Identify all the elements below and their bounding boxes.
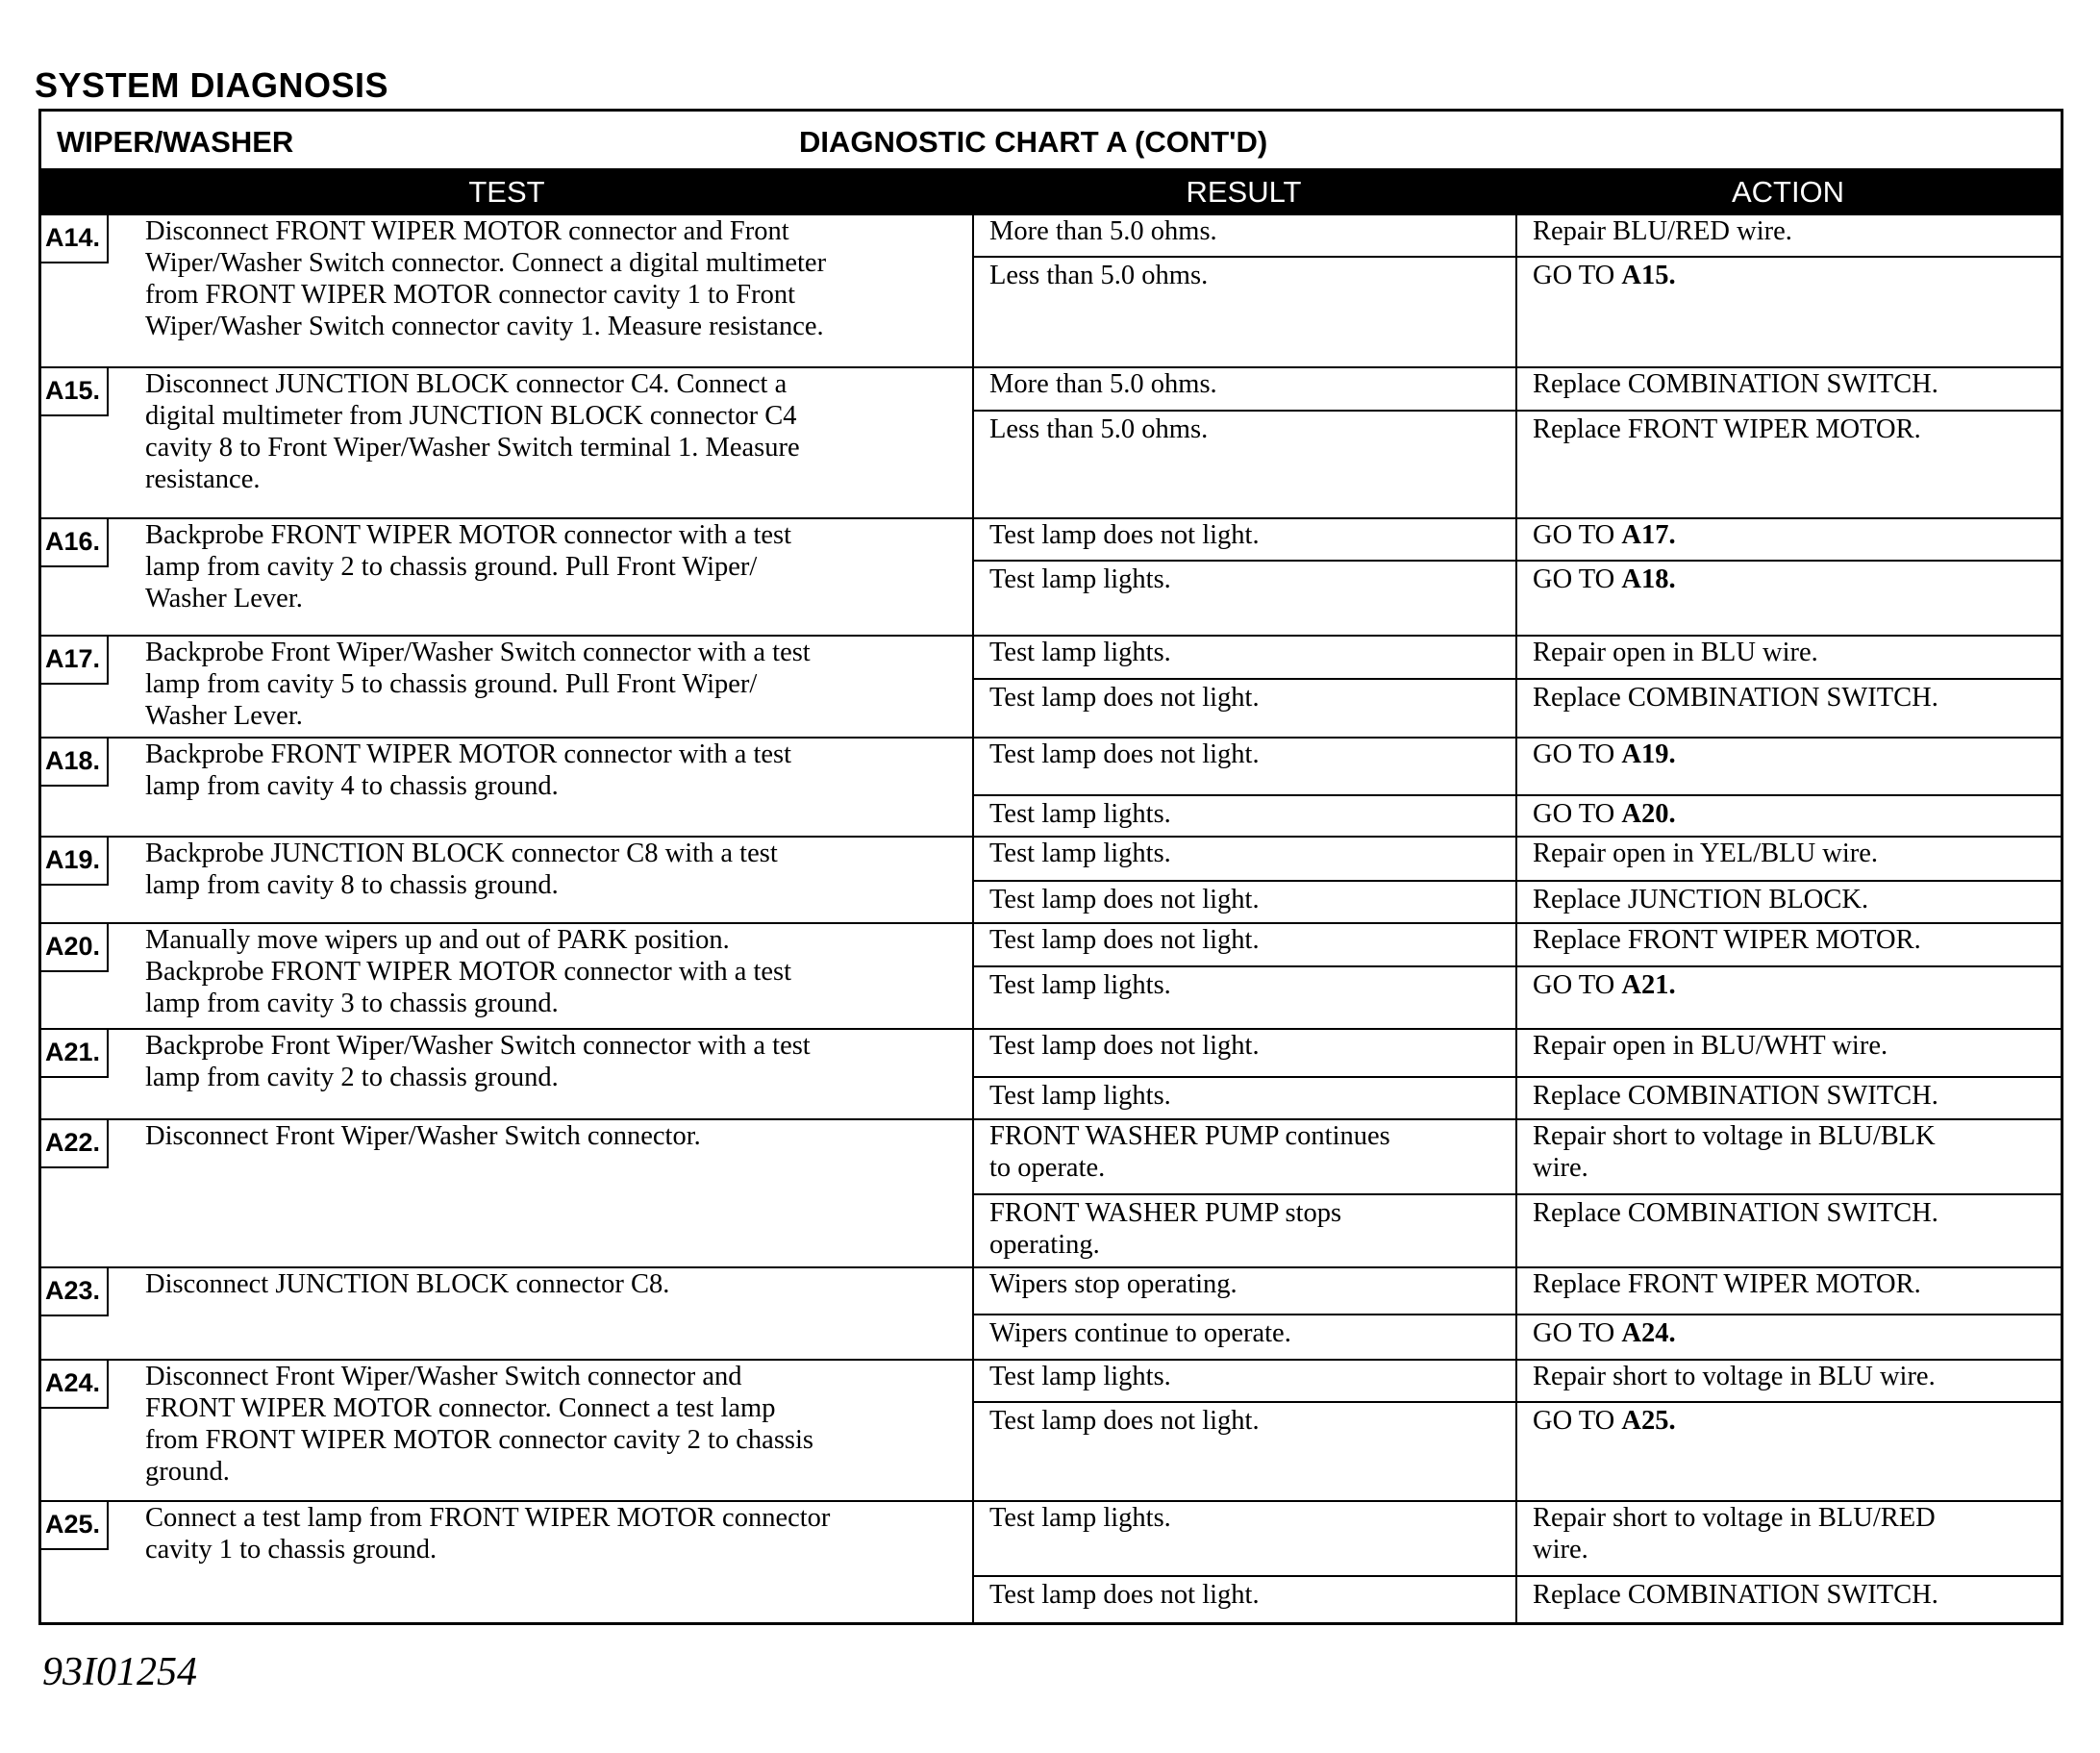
figure-code: 93I01254 <box>42 1650 197 1694</box>
action-step-ref: A24. <box>1621 1318 1676 1348</box>
action-text <box>1533 838 2057 869</box>
diagnostic-chart <box>38 109 2063 1625</box>
action-label: Replace COMBINATION SWITCH. <box>1533 1198 1938 1228</box>
result-text: More than 5.0 ohms. <box>989 369 1217 399</box>
action-text <box>1533 1080 2057 1112</box>
action-text <box>1533 637 2057 668</box>
result-text: Test lamp lights. <box>989 1362 1171 1391</box>
action-step-ref: A17. <box>1621 520 1676 550</box>
result-text: Test lamp does not light. <box>989 925 1260 955</box>
test-procedure: Backprobe Front Wiper/Washer Switch connector with a test lamp from cavity 5 to chassis ground. Pull Front Wiper/ Washer Lever. <box>145 638 811 731</box>
step-id: A17. <box>41 635 109 685</box>
result-text: More than 5.0 ohms. <box>989 216 1217 246</box>
result-text: Test lamp lights. <box>989 799 1171 829</box>
action-text <box>1533 1405 2057 1437</box>
result-text: Test lamp lights. <box>989 1503 1171 1533</box>
step-id: A21. <box>41 1028 109 1078</box>
step-id: A18. <box>41 737 109 787</box>
action-label: Replace FRONT WIPER MOTOR. <box>1533 414 1921 444</box>
action-label: Repair open in BLU wire. <box>1533 638 1818 667</box>
result-text: Test lamp does not light. <box>989 885 1260 914</box>
test-procedure: Backprobe JUNCTION BLOCK connector C8 with a test lamp from cavity 8 to chassis ground. <box>145 839 778 900</box>
action-step-ref: A15. <box>1621 261 1676 290</box>
column-divider-action <box>1515 213 1517 1625</box>
section-title: SYSTEM DIAGNOSIS <box>35 65 389 105</box>
action-text <box>1533 260 2057 291</box>
column-header-test: TEST <box>468 175 545 209</box>
result-text: Less than 5.0 ohms. <box>989 414 1209 444</box>
action-label: Repair short to voltage in BLU/RED wire. <box>1533 1503 1936 1565</box>
action-text <box>1533 1268 2057 1300</box>
test-procedure: Disconnect JUNCTION BLOCK connector C4. Connect a digital multimeter from JUNCTION BLOCK connector C4 cavity 8 to Front Wiper/Washer Switch terminal 1. Measure resistance. <box>145 369 800 494</box>
action-text <box>1533 884 2057 915</box>
result-text: Test lamp does not light. <box>989 1580 1260 1610</box>
result-text: Test lamp lights. <box>989 839 1171 868</box>
result-text: Test lamp does not light. <box>989 1406 1260 1436</box>
result-text: Test lamp lights. <box>989 970 1171 1000</box>
action-label: GO TO <box>1533 739 1622 769</box>
action-label: Repair open in YEL/BLU wire. <box>1533 839 1879 868</box>
action-text <box>1533 413 2057 445</box>
action-step-ref: A18. <box>1621 564 1676 594</box>
action-label: Repair open in BLU/WHT wire. <box>1533 1031 1888 1061</box>
action-text <box>1533 1502 2057 1565</box>
action-text <box>1533 739 2057 770</box>
action-text <box>1533 1120 2057 1184</box>
action-text <box>1533 1197 2057 1229</box>
action-label: Repair short to voltage in BLU/BLK wire. <box>1533 1121 1936 1183</box>
column-header-action: ACTION <box>1731 175 1845 209</box>
result-text: Wipers stop operating. <box>989 1269 1238 1299</box>
column-header-result: RESULT <box>1186 175 1302 209</box>
step-id: A19. <box>41 836 109 886</box>
action-label: GO TO <box>1533 799 1622 829</box>
action-label: Replace JUNCTION BLOCK. <box>1533 885 1869 914</box>
chart-header <box>41 112 2061 171</box>
result-text: FRONT WASHER PUMP continues to operate. <box>989 1121 1390 1183</box>
test-procedure: Backprobe FRONT WIPER MOTOR connector with a test lamp from cavity 2 to chassis ground. Pull Front Wiper/ Washer Lever. <box>145 520 792 614</box>
action-text <box>1533 1317 2057 1349</box>
action-text <box>1533 215 2057 247</box>
action-step-ref: A21. <box>1621 970 1676 1000</box>
action-step-ref: A20. <box>1621 799 1676 829</box>
step-id: A20. <box>41 922 109 972</box>
action-text <box>1533 682 2057 714</box>
step-id: A16. <box>41 517 109 567</box>
result-text: Test lamp does not light. <box>989 520 1260 550</box>
action-label: Repair BLU/RED wire. <box>1533 216 1792 246</box>
action-step-ref: A25. <box>1621 1406 1676 1436</box>
result-text: Test lamp does not light. <box>989 683 1260 713</box>
action-text <box>1533 563 2057 595</box>
action-label: GO TO <box>1533 520 1622 550</box>
action-step-ref: A19. <box>1621 739 1676 769</box>
action-text <box>1533 519 2057 551</box>
action-label: Replace COMBINATION SWITCH. <box>1533 369 1938 399</box>
step-id: A15. <box>41 366 109 416</box>
action-label: Repair short to voltage in BLU wire. <box>1533 1362 1936 1391</box>
action-text <box>1533 368 2057 400</box>
action-label: GO TO <box>1533 1318 1622 1348</box>
result-text: FRONT WASHER PUMP stops operating. <box>989 1198 1342 1260</box>
action-text <box>1533 1579 2057 1611</box>
result-text: Less than 5.0 ohms. <box>989 261 1209 290</box>
test-procedure: Disconnect JUNCTION BLOCK connector C8. <box>145 1269 670 1299</box>
result-text: Test lamp does not light. <box>989 1031 1260 1061</box>
action-text <box>1533 1030 2057 1062</box>
action-label: Replace COMBINATION SWITCH. <box>1533 1580 1938 1610</box>
test-procedure: Disconnect Front Wiper/Washer Switch connector and FRONT WIPER MOTOR connector. Connect a test lamp from FRONT WIPER MOTOR connector cavity 2 to chassis ground. <box>145 1362 814 1487</box>
step-id: A23. <box>41 1266 109 1316</box>
step-id: A24. <box>41 1359 109 1409</box>
action-text <box>1533 1361 2057 1392</box>
step-id: A25. <box>41 1500 109 1550</box>
step-id: A14. <box>41 213 109 263</box>
result-text: Test lamp does not light. <box>989 739 1260 769</box>
action-label: Replace FRONT WIPER MOTOR. <box>1533 1269 1921 1299</box>
column-header-row <box>41 171 2061 213</box>
action-label: GO TO <box>1533 970 1622 1000</box>
action-label: GO TO <box>1533 1406 1622 1436</box>
test-procedure: Connect a test lamp from FRONT WIPER MOTOR connector cavity 1 to chassis ground. <box>145 1503 831 1565</box>
action-text <box>1533 969 2057 1001</box>
action-label: Replace COMBINATION SWITCH. <box>1533 683 1938 713</box>
action-label: Replace FRONT WIPER MOTOR. <box>1533 925 1921 955</box>
test-procedure: Disconnect Front Wiper/Washer Switch connector. <box>145 1121 701 1151</box>
test-procedure: Manually move wipers up and out of PARK position. Backprobe FRONT WIPER MOTOR connector with a test lamp from cavity 3 to chassis ground. <box>145 925 792 1018</box>
chart-system-name: WIPER/WASHER <box>57 125 294 159</box>
test-procedure: Backprobe Front Wiper/Washer Switch connector with a test lamp from cavity 2 to chassis ground. <box>145 1031 811 1092</box>
action-text <box>1533 798 2057 830</box>
action-label: Replace COMBINATION SWITCH. <box>1533 1081 1938 1111</box>
action-text <box>1533 924 2057 956</box>
test-procedure: Backprobe FRONT WIPER MOTOR connector with a test lamp from cavity 4 to chassis ground. <box>145 739 792 801</box>
result-text: Test lamp lights. <box>989 1081 1171 1111</box>
column-divider-result <box>972 213 974 1625</box>
test-procedure: Disconnect FRONT WIPER MOTOR connector and Front Wiper/Washer Switch connector. Connect a digital multimeter from FRONT WIPER MOTOR connector cavity 1 to Front Wiper/Washer Switch connector cavity 1. Measure resistance. <box>145 216 827 341</box>
step-id: A22. <box>41 1118 109 1168</box>
action-label: GO TO <box>1533 564 1622 594</box>
result-text: Test lamp lights. <box>989 564 1171 594</box>
chart-title: DIAGNOSTIC CHART A (CONT'D) <box>799 125 1268 159</box>
result-text: Test lamp lights. <box>989 638 1171 667</box>
action-label: GO TO <box>1533 261 1622 290</box>
result-text: Wipers continue to operate. <box>989 1318 1291 1348</box>
